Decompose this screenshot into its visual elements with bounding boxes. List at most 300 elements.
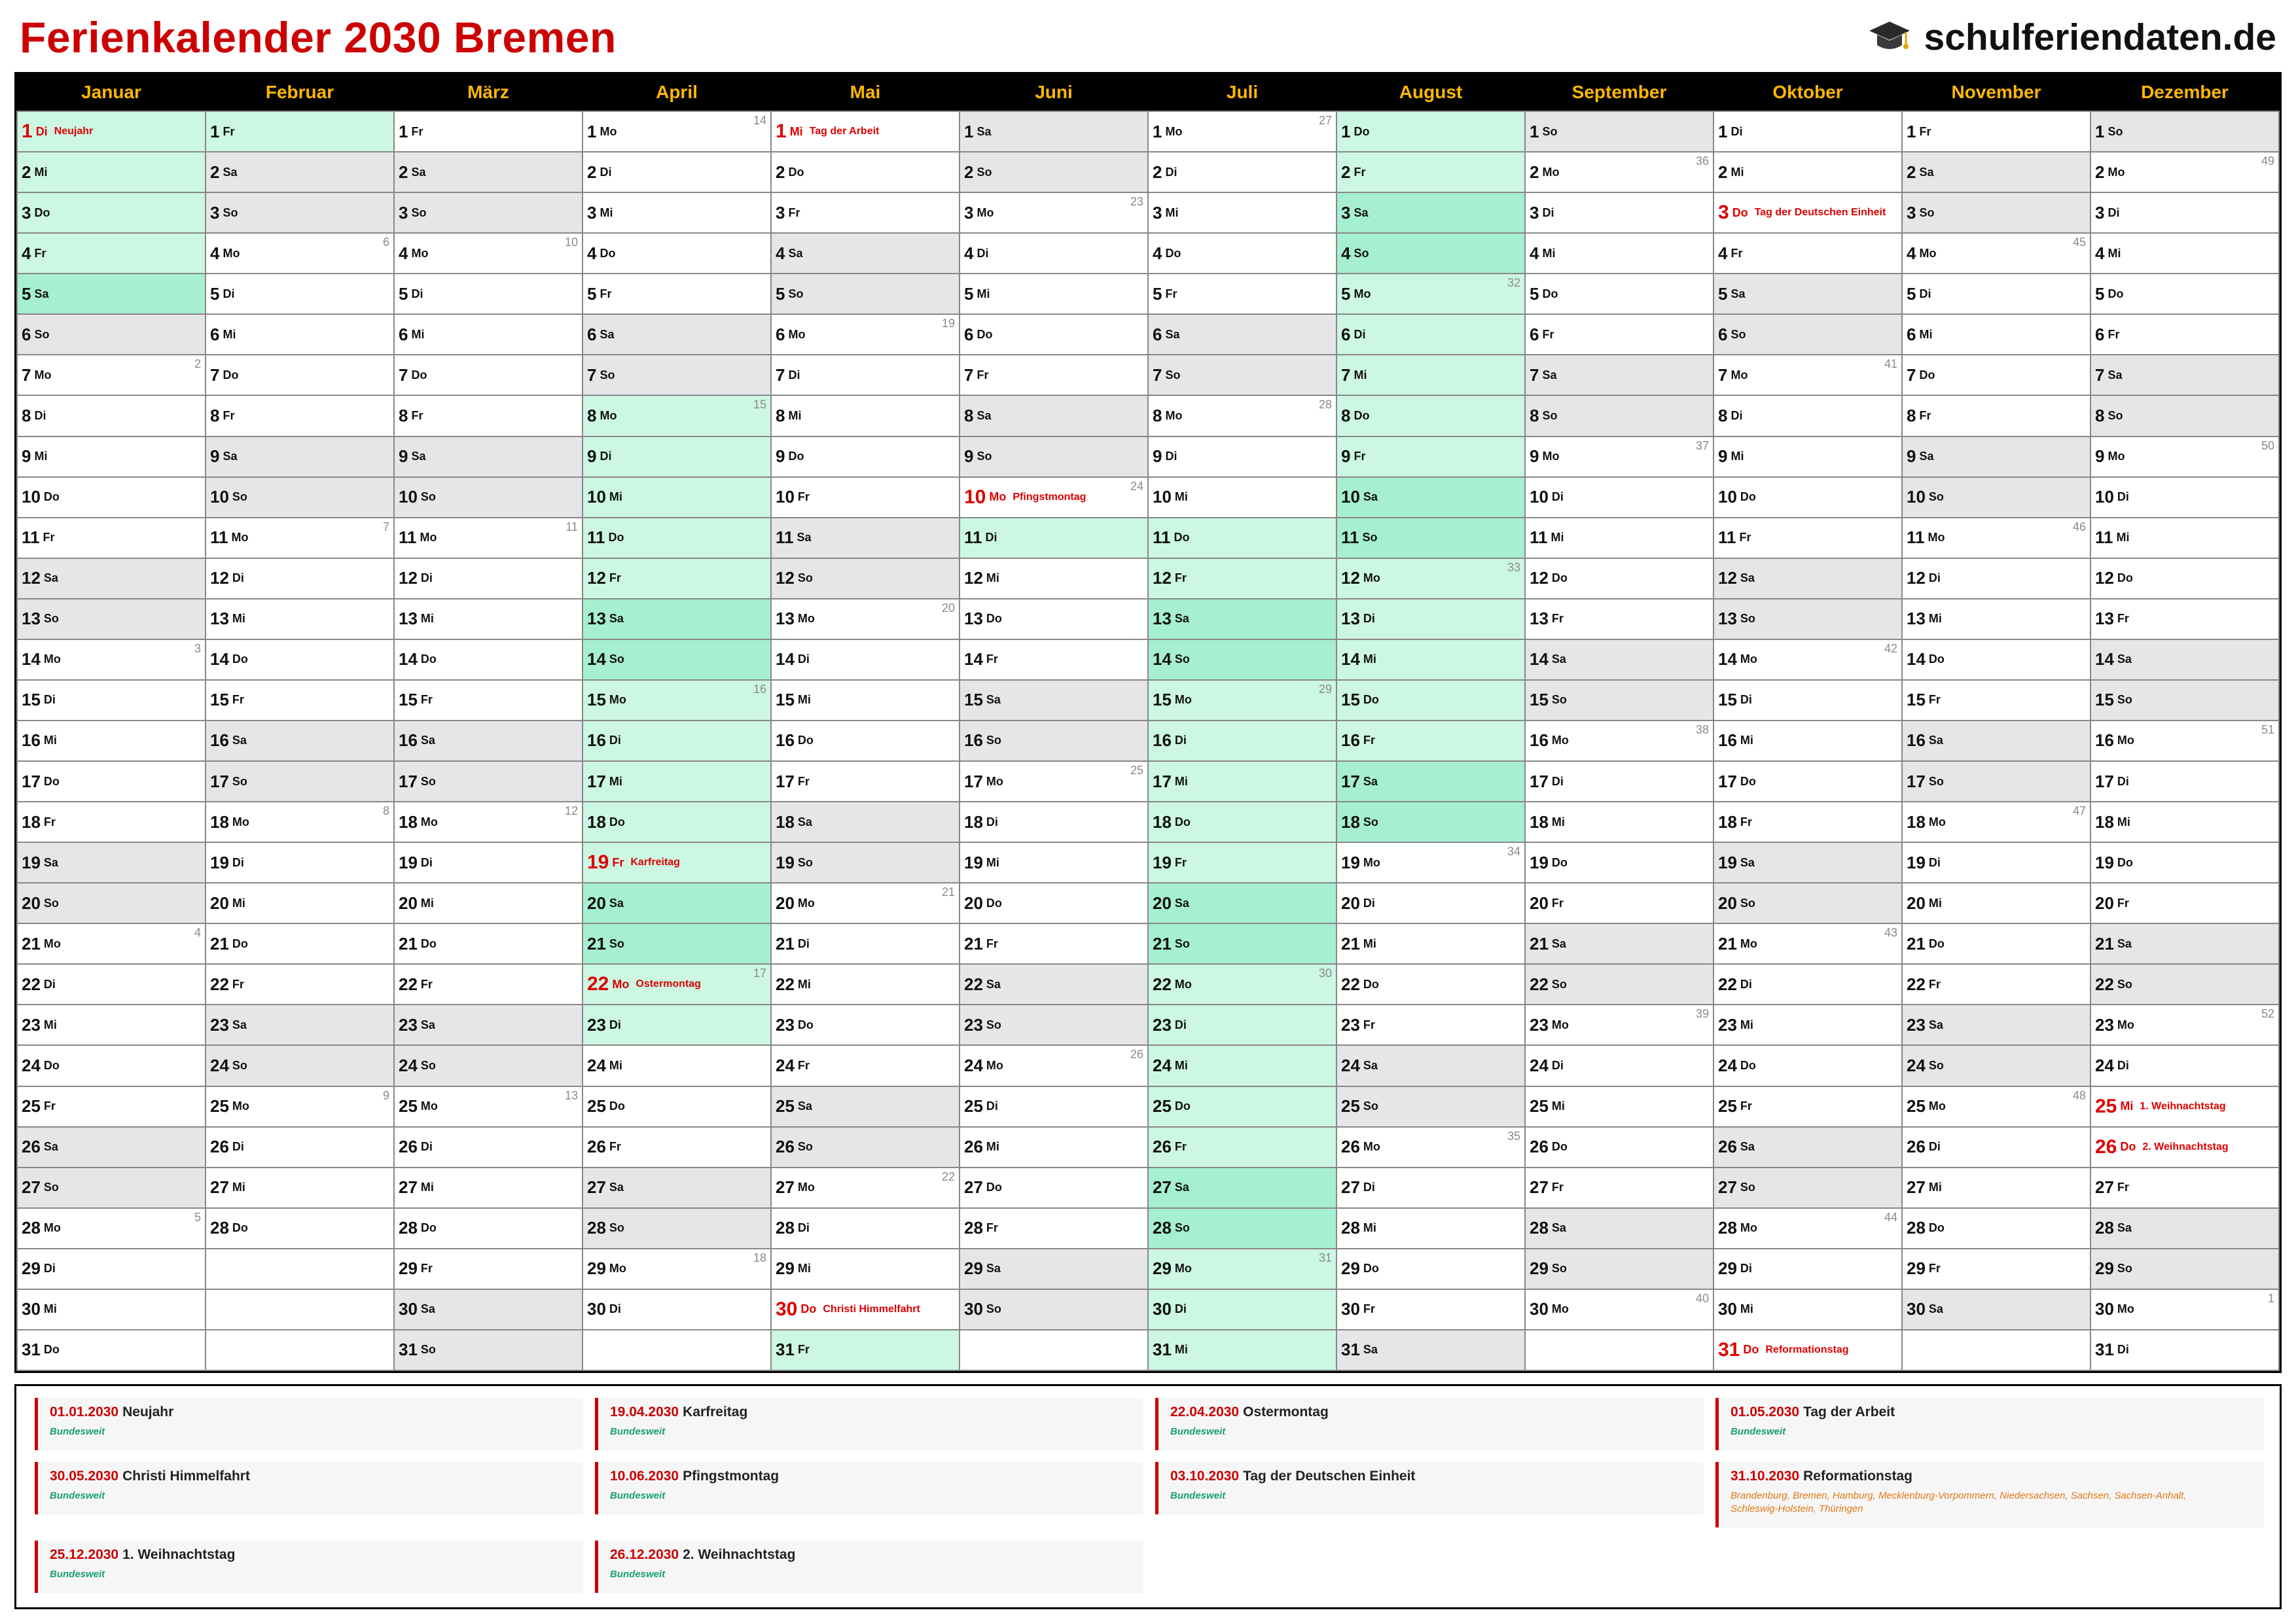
weekday-label: Mi bbox=[986, 1140, 999, 1154]
day-row bbox=[17, 477, 2279, 518]
weekday-label: Mo bbox=[2108, 450, 2125, 463]
day-number: 9 bbox=[1530, 446, 1539, 467]
weekday-label: Di bbox=[232, 855, 244, 869]
day-cell bbox=[2090, 314, 2279, 355]
day-number: 17 bbox=[1907, 771, 1926, 791]
day-number: 12 bbox=[776, 568, 795, 588]
day-number: 10 bbox=[1153, 487, 1172, 507]
weekday-label: Fr bbox=[1363, 734, 1375, 747]
day-number: 13 bbox=[1530, 609, 1549, 629]
day-number: 15 bbox=[964, 690, 983, 710]
weekday-label: Di bbox=[1174, 1018, 1187, 1031]
weekday-label: Do bbox=[232, 652, 248, 666]
day-number: 14 bbox=[210, 649, 229, 669]
day-number: 3 bbox=[1341, 202, 1351, 223]
day-cell bbox=[771, 1045, 960, 1086]
day-number: 26 bbox=[1341, 1137, 1360, 1157]
weekday-label: So bbox=[797, 855, 813, 869]
weekday-label: Di bbox=[1551, 1058, 1564, 1072]
weekday-label: Sa bbox=[1165, 327, 1180, 341]
day-cell bbox=[394, 1208, 583, 1249]
day-number: 6 bbox=[399, 324, 408, 344]
day-number: 12 bbox=[1341, 568, 1360, 588]
day-cell bbox=[394, 1086, 583, 1127]
day-number: 20 bbox=[2095, 893, 2114, 913]
weekday-label: Di bbox=[1928, 571, 1941, 585]
day-cell bbox=[1148, 1168, 1336, 1208]
day-cell bbox=[17, 395, 206, 436]
day-number: 12 bbox=[399, 568, 418, 588]
day-cell bbox=[960, 1208, 1148, 1249]
weekday-label: Di bbox=[34, 408, 46, 422]
day-cell bbox=[1902, 558, 2090, 599]
weekday-label: Di bbox=[232, 1140, 244, 1154]
day-number: 22 bbox=[210, 974, 229, 994]
weekday-label: Fr bbox=[1731, 246, 1743, 260]
day-cell bbox=[583, 1127, 771, 1168]
weekday-label: Mi bbox=[420, 612, 434, 626]
weekday-label: Fr bbox=[43, 531, 55, 544]
day-cell bbox=[1148, 883, 1336, 923]
day-cell bbox=[1148, 1086, 1336, 1127]
day-cell bbox=[583, 964, 771, 1005]
weekday-label: Di bbox=[977, 246, 989, 260]
day-cell bbox=[394, 1249, 583, 1289]
day-number: 23 bbox=[22, 1014, 41, 1035]
week-number: 34 bbox=[1507, 845, 1520, 859]
weekday-label: Fr bbox=[420, 977, 433, 991]
day-cell bbox=[17, 639, 206, 680]
weekday-label: Fr bbox=[609, 571, 621, 585]
weekday-label: Sa bbox=[797, 1099, 812, 1113]
weekday-label: Fr bbox=[788, 205, 800, 219]
weekday-label: Sa bbox=[977, 124, 992, 138]
day-number: 2 bbox=[1718, 162, 1728, 182]
day-cell bbox=[17, 1208, 206, 1249]
weekday-label: Di bbox=[43, 1262, 56, 1275]
day-number: 23 bbox=[1153, 1014, 1172, 1035]
weekday-label: Di bbox=[2108, 205, 2120, 219]
day-cell bbox=[1148, 1208, 1336, 1249]
weekday-label: Mi bbox=[1542, 246, 1556, 260]
day-cell bbox=[583, 233, 771, 274]
day-number: 7 bbox=[1907, 365, 1916, 385]
month-header: Dezember bbox=[2090, 74, 2279, 111]
day-number: 22 bbox=[22, 974, 41, 994]
weekday-label: Fr bbox=[1919, 408, 1931, 422]
day-number: 31 bbox=[2095, 1340, 2114, 1360]
day-number: 20 bbox=[399, 893, 418, 913]
day-cell bbox=[1902, 1045, 2090, 1086]
weekday-label: Mo bbox=[797, 612, 815, 626]
day-cell bbox=[771, 923, 960, 964]
weekday-label: Mo bbox=[1174, 977, 1192, 991]
day-cell bbox=[1713, 964, 1902, 1005]
day-number: 11 bbox=[587, 527, 605, 548]
legend-item bbox=[35, 1398, 583, 1450]
day-number: 14 bbox=[1341, 649, 1360, 669]
day-cell bbox=[206, 1168, 394, 1208]
day-cell bbox=[1713, 274, 1902, 314]
weekday-label: So bbox=[600, 368, 615, 382]
weekday-label: Mi bbox=[1165, 205, 1179, 219]
day-cell bbox=[1336, 111, 1525, 152]
day-number: 31 bbox=[399, 1340, 418, 1360]
day-cell bbox=[1902, 1168, 2090, 1208]
weekday-label: Sa bbox=[1551, 936, 1566, 950]
day-cell bbox=[583, 761, 771, 802]
day-number: 16 bbox=[1153, 730, 1172, 751]
day-number: 9 bbox=[964, 446, 974, 467]
day-cell bbox=[1713, 518, 1902, 558]
day-number: 27 bbox=[22, 1177, 41, 1198]
day-row bbox=[17, 111, 2279, 152]
weekday-label: Fr bbox=[223, 408, 235, 422]
weekday-label: Di bbox=[411, 287, 423, 300]
brand[interactable] bbox=[1868, 14, 2276, 60]
day-number: 8 bbox=[210, 405, 220, 425]
weekday-label: So bbox=[977, 450, 992, 463]
weekday-label: Mo bbox=[1740, 652, 1757, 666]
day-row bbox=[17, 842, 2279, 883]
day-cell bbox=[1336, 599, 1525, 639]
day-number: 14 bbox=[964, 649, 983, 669]
week-number: 11 bbox=[565, 520, 578, 533]
weekday-label: Fr bbox=[2117, 1181, 2129, 1194]
day-cell bbox=[1336, 1005, 1525, 1045]
day-cell bbox=[771, 721, 960, 761]
weekday-label: Mo bbox=[986, 1058, 1003, 1072]
day-number: 10 bbox=[776, 487, 795, 507]
day-number: 16 bbox=[1530, 730, 1549, 751]
day-number: 16 bbox=[1341, 730, 1360, 751]
weekday-label: So bbox=[1165, 368, 1181, 382]
day-cell bbox=[394, 518, 583, 558]
day-cell bbox=[960, 274, 1148, 314]
weekday-label: So bbox=[1174, 1221, 1190, 1235]
day-cell bbox=[583, 395, 771, 436]
day-cell bbox=[583, 437, 771, 477]
weekday-label: Sa bbox=[2117, 1221, 2132, 1235]
day-cell bbox=[17, 721, 206, 761]
day-cell bbox=[1336, 558, 1525, 599]
weekday-label: Sa bbox=[1928, 1302, 1943, 1316]
day-row bbox=[17, 1086, 2279, 1127]
weekday-label: Mi bbox=[34, 165, 48, 179]
day-cell bbox=[1525, 355, 1713, 395]
weekday-label: Do bbox=[1542, 287, 1558, 300]
week-number: 13 bbox=[564, 1088, 578, 1102]
day-number: 30 bbox=[2095, 1299, 2114, 1319]
weekday-label: Fr bbox=[1174, 571, 1187, 585]
day-number: 30 bbox=[399, 1299, 418, 1319]
weekday-label: So bbox=[1362, 531, 1378, 544]
weekday-label: So bbox=[609, 1221, 624, 1235]
weekday-label: Di bbox=[600, 450, 612, 463]
day-cell bbox=[394, 599, 583, 639]
month-header: November bbox=[1902, 74, 2090, 111]
weekday-label: Mo bbox=[1165, 408, 1183, 422]
weekday-label: Mo bbox=[600, 124, 617, 138]
legend-regions: Bundesweit bbox=[610, 1490, 666, 1501]
day-number: 1 bbox=[1530, 121, 1539, 141]
month-header: März bbox=[394, 74, 583, 111]
day-cell bbox=[1336, 1330, 1525, 1370]
day-cell bbox=[17, 842, 206, 883]
day-cell bbox=[1336, 152, 1525, 192]
day-number: 5 bbox=[1153, 283, 1162, 304]
day-number: 3 bbox=[587, 202, 597, 223]
week-number: 37 bbox=[1695, 438, 1709, 452]
day-cell bbox=[2090, 355, 2279, 395]
legend-item bbox=[1715, 1398, 2264, 1450]
day-cell bbox=[771, 1127, 960, 1168]
weekday-label: So bbox=[43, 612, 59, 626]
day-number: 4 bbox=[1153, 243, 1162, 263]
weekday-label: Mi bbox=[1740, 1018, 1753, 1031]
day-number: 29 bbox=[1718, 1258, 1737, 1279]
day-cell bbox=[1525, 477, 1713, 518]
month-header: September bbox=[1525, 74, 1713, 111]
day-cell bbox=[1713, 111, 1902, 152]
week-number: 40 bbox=[1695, 1291, 1709, 1305]
day-cell bbox=[17, 111, 206, 152]
day-number: 11 bbox=[399, 527, 417, 548]
day-cell bbox=[1148, 1005, 1336, 1045]
day-number: 26 bbox=[1907, 1137, 1926, 1157]
day-number: 26 bbox=[964, 1137, 983, 1157]
day-cell bbox=[1148, 1127, 1336, 1168]
day-cell bbox=[17, 599, 206, 639]
legend-regions: Bundesweit bbox=[50, 1426, 105, 1437]
day-cell bbox=[1148, 477, 1336, 518]
day-cell bbox=[1148, 111, 1336, 152]
day-number: 29 bbox=[1530, 1258, 1549, 1279]
day-number: 4 bbox=[399, 243, 408, 263]
weekday-label: Sa bbox=[986, 693, 1001, 707]
day-number: 20 bbox=[587, 893, 606, 913]
weekday-label: So bbox=[986, 734, 1001, 747]
legend-holiday-name: Karfreitag bbox=[683, 1404, 748, 1419]
day-cell bbox=[960, 1289, 1148, 1330]
day-number: 9 bbox=[776, 446, 785, 467]
weekday-label: Fr bbox=[986, 1221, 998, 1235]
day-cell bbox=[960, 680, 1148, 721]
weekday-label: Di bbox=[1551, 774, 1564, 788]
day-number: 11 bbox=[1341, 527, 1359, 548]
day-number: 13 bbox=[964, 609, 983, 629]
day-cell bbox=[771, 192, 960, 233]
day-number: 14 bbox=[22, 649, 41, 669]
weekday-label: Sa bbox=[1928, 1018, 1943, 1031]
day-number: 4 bbox=[776, 243, 785, 263]
day-number: 20 bbox=[1341, 893, 1360, 913]
day-cell bbox=[771, 355, 960, 395]
empty-cell bbox=[206, 1330, 394, 1370]
weekday-label: Mi bbox=[986, 855, 999, 869]
day-row bbox=[17, 192, 2279, 233]
day-number: 16 bbox=[2095, 730, 2114, 751]
holiday-name: Neujahr bbox=[54, 126, 94, 137]
day-number: 10 bbox=[2095, 487, 2114, 507]
weekday-label: Fr bbox=[612, 855, 624, 869]
weekday-label: Do bbox=[2120, 1140, 2136, 1154]
day-cell bbox=[1525, 964, 1713, 1005]
weekday-label: Sa bbox=[43, 855, 58, 869]
day-number: 18 bbox=[210, 812, 229, 832]
day-cell bbox=[1902, 761, 2090, 802]
weekday-label: Di bbox=[797, 1221, 810, 1235]
weekday-label: Do bbox=[797, 1018, 814, 1031]
day-number: 5 bbox=[1341, 283, 1351, 304]
day-number: 24 bbox=[1907, 1055, 1926, 1075]
day-cell bbox=[583, 721, 771, 761]
day-cell bbox=[1336, 233, 1525, 274]
day-number: 3 bbox=[2095, 202, 2105, 223]
day-cell bbox=[771, 1249, 960, 1289]
day-cell bbox=[394, 1289, 583, 1330]
day-number: 5 bbox=[964, 283, 974, 304]
day-cell bbox=[206, 518, 394, 558]
day-cell bbox=[1525, 518, 1713, 558]
day-cell bbox=[206, 152, 394, 192]
day-number: 6 bbox=[1907, 324, 1916, 344]
day-number: 12 bbox=[964, 568, 983, 588]
day-cell bbox=[583, 1045, 771, 1086]
day-number: 28 bbox=[1907, 1218, 1926, 1238]
weekday-label: Fr bbox=[43, 1099, 56, 1113]
weekday-label: Di bbox=[1542, 205, 1554, 219]
day-cell bbox=[583, 1005, 771, 1045]
day-number: 7 bbox=[964, 365, 974, 385]
day-cell bbox=[583, 680, 771, 721]
day-cell bbox=[1336, 1086, 1525, 1127]
day-cell bbox=[1148, 274, 1336, 314]
day-number: 4 bbox=[22, 243, 31, 263]
weekday-label: Sa bbox=[1740, 855, 1755, 869]
day-number: 19 bbox=[1718, 852, 1737, 872]
day-number: 25 bbox=[587, 1096, 606, 1116]
day-number: 24 bbox=[399, 1055, 418, 1075]
day-number: 27 bbox=[1153, 1177, 1172, 1198]
weekday-label: Mo bbox=[1928, 815, 1946, 829]
day-number: 19 bbox=[2095, 852, 2114, 872]
weekday-label: Mo bbox=[223, 246, 240, 260]
day-number: 15 bbox=[399, 690, 418, 710]
weekday-label: So bbox=[986, 1302, 1001, 1316]
weekday-label: Di bbox=[420, 1140, 433, 1154]
weekday-label: Do bbox=[1174, 815, 1191, 829]
day-cell bbox=[1713, 558, 1902, 599]
weekday-label: Mi bbox=[600, 205, 613, 219]
day-number: 23 bbox=[1530, 1014, 1549, 1035]
weekday-label: Do bbox=[1919, 368, 1935, 382]
day-number: 21 bbox=[587, 933, 606, 954]
day-cell bbox=[1713, 1045, 1902, 1086]
day-cell bbox=[1148, 1330, 1336, 1370]
weekday-label: Fr bbox=[986, 936, 998, 950]
weekday-label: Mo bbox=[1363, 1140, 1380, 1154]
day-number: 30 bbox=[1907, 1299, 1926, 1319]
weekday-label: Fr bbox=[232, 977, 244, 991]
day-cell bbox=[1336, 437, 1525, 477]
day-number: 24 bbox=[964, 1055, 983, 1075]
day-number: 14 bbox=[1907, 649, 1926, 669]
weekday-label: Di bbox=[986, 815, 998, 829]
day-number: 20 bbox=[210, 893, 229, 913]
day-cell bbox=[1148, 923, 1336, 964]
day-number: 28 bbox=[1530, 1218, 1549, 1238]
day-cell bbox=[583, 152, 771, 192]
day-cell bbox=[1902, 1249, 2090, 1289]
weekday-label: Di bbox=[420, 571, 433, 585]
weekday-label: Do bbox=[1740, 490, 1756, 504]
day-cell bbox=[1148, 314, 1336, 355]
weekday-label: Do bbox=[1174, 531, 1190, 544]
weekday-label: So bbox=[1542, 408, 1558, 422]
day-number: 13 bbox=[399, 609, 418, 629]
weekday-label: Mi bbox=[411, 327, 425, 341]
day-cell bbox=[1148, 1045, 1336, 1086]
day-number: 10 bbox=[399, 487, 418, 507]
weekday-label: So bbox=[1363, 815, 1378, 829]
day-number: 5 bbox=[22, 283, 31, 304]
day-row bbox=[17, 558, 2279, 599]
weekday-label: Di bbox=[1928, 1140, 1941, 1154]
day-cell bbox=[960, 558, 1148, 599]
day-number: 2 bbox=[587, 162, 597, 182]
day-number: 8 bbox=[2095, 405, 2105, 425]
day-cell bbox=[1902, 111, 2090, 152]
day-cell bbox=[17, 1249, 206, 1289]
day-number: 30 bbox=[1530, 1299, 1549, 1319]
weekday-label: Mo bbox=[2117, 1018, 2134, 1031]
weekday-label: Di bbox=[2117, 774, 2129, 788]
day-cell bbox=[960, 192, 1148, 233]
day-number: 28 bbox=[776, 1218, 795, 1238]
day-number: 15 bbox=[1718, 690, 1737, 710]
weekday-label: Mi bbox=[609, 490, 622, 504]
day-cell bbox=[583, 192, 771, 233]
day-cell bbox=[17, 680, 206, 721]
weekday-label: Mo bbox=[1928, 1099, 1946, 1113]
day-cell bbox=[206, 680, 394, 721]
weekday-label: So bbox=[1174, 652, 1190, 666]
day-cell bbox=[583, 1168, 771, 1208]
weekday-label: Mo bbox=[411, 246, 429, 260]
weekday-label: Mi bbox=[43, 734, 57, 747]
day-number: 1 bbox=[399, 121, 408, 141]
day-cell bbox=[1336, 314, 1525, 355]
day-cell bbox=[583, 599, 771, 639]
week-number: 47 bbox=[2072, 804, 2086, 818]
day-cell bbox=[1525, 842, 1713, 883]
day-cell bbox=[583, 274, 771, 314]
day-cell bbox=[1902, 1086, 2090, 1127]
day-number: 24 bbox=[2095, 1055, 2114, 1075]
day-cell bbox=[1336, 1045, 1525, 1086]
legend-item bbox=[1155, 1462, 1704, 1514]
day-cell bbox=[1713, 883, 1902, 923]
day-number: 1 bbox=[587, 121, 597, 141]
weekday-label: Di bbox=[420, 855, 433, 869]
day-cell bbox=[17, 1127, 206, 1168]
day-cell bbox=[1525, 923, 1713, 964]
day-number: 27 bbox=[2095, 1177, 2114, 1198]
day-number: 1 bbox=[1341, 121, 1351, 141]
day-cell bbox=[394, 355, 583, 395]
week-number: 20 bbox=[941, 601, 955, 615]
